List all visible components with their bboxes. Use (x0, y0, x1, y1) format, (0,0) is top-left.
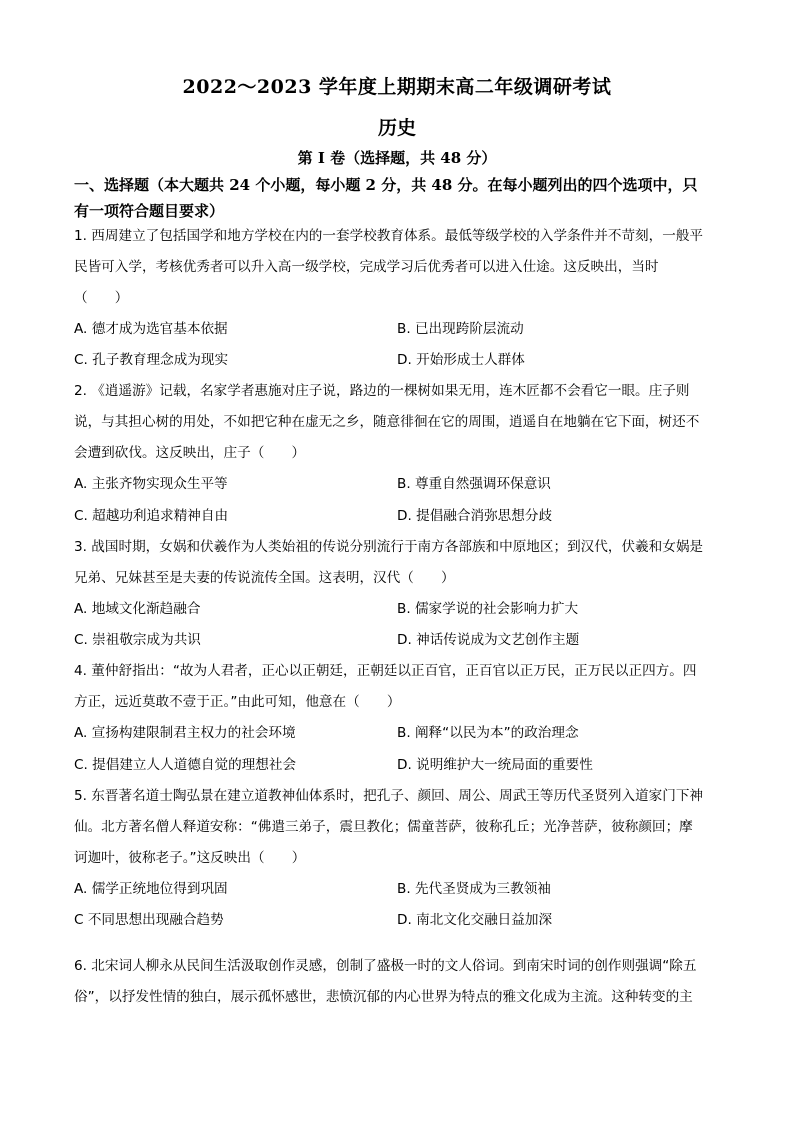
option-d: D. 说明维护大一统局面的重要性 (397, 757, 593, 773)
question-text-line: 兄弟、兄妹甚至是夫妻的传说流传全国。这表明，汉代（ ） (74, 570, 455, 586)
exam-title: 2022～2023 学年度上期期末高二年级调研考试 (182, 76, 612, 98)
option-c: C. 孔子教育理念成为现实 (74, 352, 229, 368)
option-c: C. 提倡建立人人道德自觉的理想社会 (74, 757, 297, 773)
option-b: B. 尊重自然强调环保意识 (397, 476, 551, 492)
option-b: B. 阐释“以民为本”的政治理念 (397, 725, 579, 741)
option-d: D. 开始形成士人群体 (397, 352, 525, 368)
option-d: D. 神话传说成为文艺创作主题 (397, 632, 580, 648)
question-text-line: 说，与其担心树的用处，不如把它种在虚无之乡，随意徘徊在它的周围，逍遥自在地躺在它下面，树还不 (74, 414, 700, 430)
option-d: D. 提倡融合消弥思想分歧 (397, 508, 553, 524)
option-c: C 不同思想出现融合趋势 (74, 912, 224, 928)
option-d: D. 南北文化交融日益加深 (397, 912, 553, 928)
option-b: B. 儒家学说的社会影响力扩大 (397, 601, 579, 617)
option-b: B. 已出现跨阶层流动 (397, 321, 524, 337)
option-b: B. 先代圣贤成为三教领袖 (397, 881, 551, 897)
option-c: C. 崇祖敬宗成为共识 (74, 632, 201, 648)
option-a: A. 地域文化渐趋融合 (74, 601, 201, 617)
question-text-line: 1. 西周建立了包括国学和地方学校在内的一套学校教育体系。最低等级学校的入学条件并不苛刻，一般平 (74, 228, 704, 244)
question-text-line: 仙。北方著名僧人释道安称：“佛遣三弟子，震旦教化；儒童菩萨，彼称孔丘；光净菩萨，彼称颜回；摩 (74, 819, 693, 835)
question-text-line: 6. 北宋词人柳永从民间生活汲取创作灵感，创制了盛极一时的文人俗词。到南宋时词的创作则强调“除五 (74, 958, 697, 974)
question-text-line: 诃迦叶，彼称老子。”这反映出（ ） (74, 850, 306, 866)
option-c: C. 超越功利追求精神自由 (74, 508, 229, 524)
subject-title: 历史 (377, 117, 416, 139)
option-a: A. 宣扬构建限制君主权力的社会环境 (74, 725, 296, 741)
question-text-line: 俗”，以抒发性情的独白，展示孤怀感世，悲愤沉郁的内心世界为特点的雅文化成为主流。这种转变的主 (74, 989, 693, 1005)
section-heading-line: 一、选择题（本大题共 24 个小题，每小题 2 分，共 48 分。在每小题列出的四个选项中，只 (74, 176, 698, 194)
question-text-line: 2. 《逍遥游》记载，名家学者惠施对庄子说，路边的一棵树如果无用，连木匠都不会看它一眼。庄子则 (74, 383, 690, 399)
question-text-line: 3. 战国时期，女娲和伏羲作为人类始祖的传说分别流行于南方各部族和中原地区；到汉代，伏羲和女娲是 (74, 539, 704, 555)
option-a: A. 儒学正统地位得到巩固 (74, 881, 228, 897)
option-a: A. 主张齐物实现众生平等 (74, 476, 228, 492)
question-text-line: 4. 董仲舒指出：“故为人君者，正心以正朝廷，正朝廷以正百官，正百官以正万民，正万民以正四方。四 (74, 663, 697, 679)
question-text-line: 会遭到砍伐。这反映出，庄子（ ） (74, 445, 306, 461)
question-text-line: 民皆可入学，考核优秀者可以升入高一级学校，完成学习后优秀者可以进入仕途。这反映出，当时 (74, 259, 659, 275)
question-text-line: 5. 东晋著名道士陶弘景在建立道教神仙体系时，把孔子、颜回、周公、周武王等历代圣贤列入道家门下神 (74, 788, 704, 804)
volume-title: 第 I 卷（选择题，共 48 分） (297, 149, 497, 167)
section-heading (74, 172, 724, 224)
section-heading-line: 有一项符合题目要求） (74, 202, 225, 220)
question-text-line: （ ） (74, 290, 129, 306)
option-a: A. 德才成为选官基本依据 (74, 321, 228, 337)
question-text-line: 方正，远近莫敢不壹于正。”由此可知，他意在（ ） (74, 694, 401, 710)
